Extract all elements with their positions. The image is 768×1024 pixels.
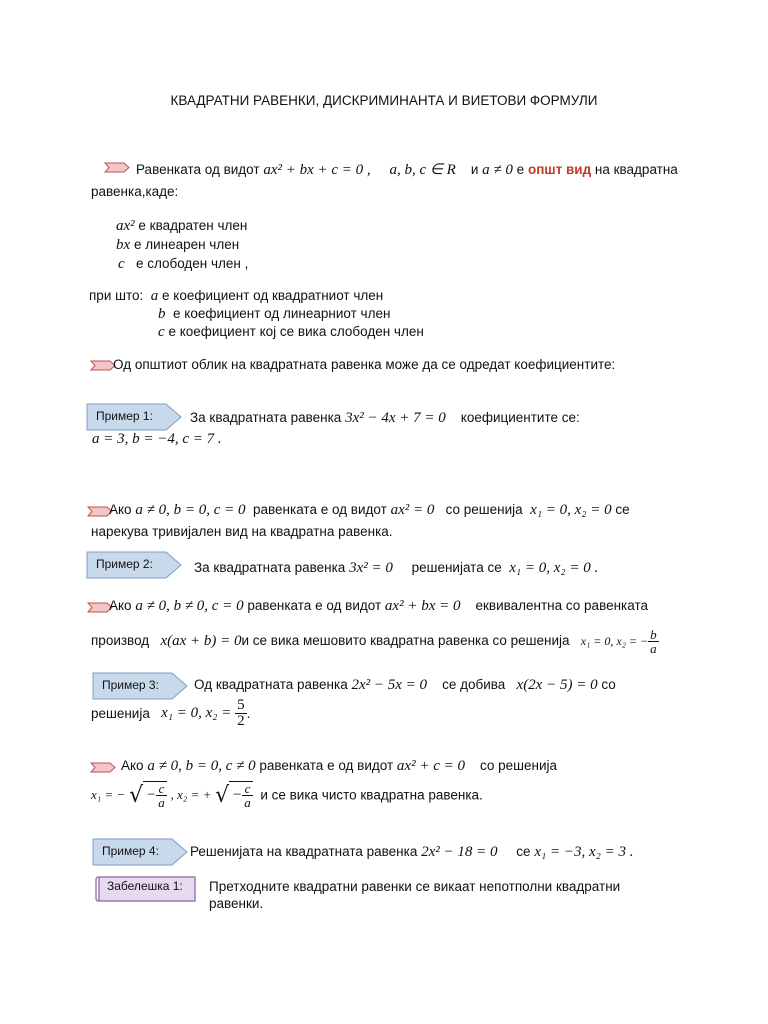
example-solution: x₁ = 0, x₂ = 0 . — [509, 560, 599, 576]
case-solution: x₁ = 0, x₂ = − — [580, 634, 649, 649]
example-text-2: решенијата се — [411, 560, 502, 575]
sqrt-icon: √ — [215, 782, 230, 808]
general-form-highlight: општ вид — [527, 162, 592, 177]
case-text-3: еквивалентна со равенката — [475, 598, 649, 613]
fraction-c-over-a — [156, 782, 167, 809]
term-text: е слободен член , — [135, 256, 249, 271]
case-text-2: равенката е од видот — [259, 758, 394, 773]
denominator: 2 — [237, 713, 245, 729]
numerator: 5 — [237, 697, 245, 713]
coefficient-symbol: b — [158, 306, 166, 322]
example-equation: 2x² − 5x = 0 — [351, 677, 428, 693]
case-2-line — [109, 598, 648, 615]
example-1-values: a = 3, b = −4, c = 7 . — [92, 431, 222, 447]
product-form: x(ax + b) = 0 — [160, 633, 242, 650]
example-3-line — [194, 677, 616, 694]
example-text-2: се — [516, 844, 531, 859]
radicand-minus: − — [146, 787, 157, 803]
case-condition: a ≠ 0, b = 0, c ≠ 0 — [147, 758, 256, 774]
case-text-4: и се вика чисто квадратна равенка. — [260, 787, 483, 803]
case-equation: ax² + bx = 0 — [384, 598, 461, 614]
case-condition: a ≠ 0, b ≠ 0, c = 0 — [135, 598, 244, 614]
term-symbol: bx — [116, 237, 131, 253]
case-solution: x₁ = 0, x₂ = 0 — [530, 502, 612, 518]
case-text-4: се — [615, 502, 630, 517]
case-condition: a ≠ 0, b = 0, c = 0 — [135, 502, 246, 518]
intro-text: Равенката од видот — [136, 162, 260, 177]
coefficient-text: е коефициент од линеарниот член — [173, 306, 391, 321]
denominator: a — [158, 795, 165, 810]
intro-line — [136, 160, 678, 179]
coefficient-row — [89, 288, 383, 305]
coefficient-lead: при што: — [89, 288, 144, 303]
example-2-line — [194, 560, 598, 577]
radicand — [143, 781, 167, 809]
coefficient-symbol: c — [158, 324, 165, 340]
radicand — [229, 781, 253, 809]
example-text: Од квадратната равенка — [194, 677, 348, 692]
example-3-button[interactable] — [92, 672, 188, 700]
general-note: Од општиот облик на квадратната равенка може да се одредат коефициентите: — [113, 357, 616, 372]
arrow-bullet-icon — [90, 762, 116, 773]
case-solution-x1: x₁ = − — [91, 787, 126, 802]
fraction-five-halves — [235, 698, 247, 729]
term-row — [116, 218, 247, 235]
arrow-bullet-icon — [104, 162, 130, 173]
radicand-minus: − — [232, 787, 243, 803]
coefficient-row — [158, 306, 390, 323]
note-label: Забелешка 1: — [107, 879, 183, 893]
intro-text-2: на квадратна — [594, 162, 678, 177]
example-3-line-2 — [91, 698, 250, 729]
term-text: е линеарен член — [133, 237, 240, 252]
case-text: Ако — [121, 758, 144, 773]
denominator: a — [650, 641, 657, 656]
case-text-2: равенката е од видот — [253, 502, 387, 517]
case-equation: ax² + c = 0 — [396, 758, 465, 774]
case-1-line — [109, 502, 630, 519]
case-1-line-2: нарекува тривијален вид на квадратна равенка. — [91, 524, 393, 539]
product-form: x(2x − 5) = 0 — [516, 677, 598, 693]
is-word: е — [516, 162, 525, 177]
example-equation: 2x² − 18 = 0 — [421, 844, 498, 860]
sqrt-icon: √ — [129, 782, 144, 808]
case-3-line-2 — [91, 781, 483, 825]
fraction-c-over-a — [242, 782, 253, 809]
example-label: Пример 2: — [96, 557, 153, 571]
coefficient-symbol: a — [150, 288, 159, 304]
denominator: a — [244, 795, 251, 810]
example-text-3: со — [601, 677, 616, 692]
numerator: c — [156, 782, 167, 796]
example-text-2: коефициентите се: — [460, 410, 580, 425]
case-text-5: и се вика мешовито квадратна равенка со решенија — [241, 633, 570, 649]
fraction-b-over-a — [648, 628, 659, 655]
note-text-line-2: равенки. — [209, 896, 264, 911]
case-text-3: со решенија — [445, 502, 523, 517]
case-2-line-2 — [91, 628, 659, 655]
case-3-line — [121, 758, 557, 775]
example-solution: x₁ = −3, x₂ = 3 . — [534, 844, 634, 860]
example-2-button[interactable] — [86, 551, 182, 579]
case-text-4: производ — [91, 633, 150, 649]
example-label: Пример 1: — [96, 409, 153, 423]
nonzero-condition: a ≠ 0 — [482, 162, 513, 178]
example-equation: 3x² − 4x + 7 = 0 — [345, 410, 446, 426]
numerator: b — [650, 627, 657, 642]
case-text-3: со решенија — [480, 758, 558, 773]
example-equation: 3x² = 0 — [349, 560, 393, 576]
case-equation: ax² = 0 — [390, 502, 435, 518]
and-word: и — [470, 162, 479, 177]
coefficient-row — [158, 324, 424, 341]
numerator: c — [242, 782, 253, 796]
note-1-box — [95, 874, 199, 904]
term-row — [116, 237, 239, 254]
example-end: . — [246, 706, 251, 721]
case-text: Ако — [109, 598, 132, 613]
case-text-2: равенката е од видот — [247, 598, 382, 613]
example-text-2: се добива — [442, 677, 506, 692]
example-text-4: решенија — [91, 706, 150, 721]
case-text: Ако — [109, 502, 132, 517]
page-title: КВАДРАТНИ РАВЕНКИ, ДИСКРИМИНАНТА И ВИЕТОВИ ФОРМУЛИ — [170, 93, 598, 108]
example-4-line — [190, 844, 633, 861]
intro-line-2: равенка,каде: — [91, 184, 179, 199]
example-label: Пример 3: — [102, 678, 159, 692]
term-symbol: ax² — [116, 218, 135, 234]
example-1-line — [190, 410, 580, 427]
example-label: Пример 4: — [102, 844, 159, 858]
term-text: е квадратен член — [138, 218, 248, 233]
coefficient-text: е коефициент од квадратниот член — [162, 288, 384, 303]
coefficient-text: е коефициент кој се вика слободен член — [168, 324, 424, 339]
example-1-button[interactable] — [86, 403, 182, 431]
general-equation: ax² + bx + c = 0 , — [263, 162, 371, 178]
note-text-line-1: Претходните квадратни равенки се викаат непотполни квадратни — [209, 879, 621, 894]
case-solution-x2: , x₂ = + — [170, 787, 212, 802]
term-symbol: c — [118, 256, 125, 272]
coefficient-condition: a, b, c ∈ R — [389, 162, 456, 178]
example-text: За квадратната равенка — [194, 560, 346, 575]
example-text: Решенијата на квадратната равенка — [190, 844, 418, 859]
example-solution: x₁ = 0, x₂ = — [161, 705, 232, 721]
example-4-button[interactable] — [92, 838, 188, 866]
term-row — [118, 256, 248, 273]
example-text: За квадратната равенка — [190, 410, 342, 425]
